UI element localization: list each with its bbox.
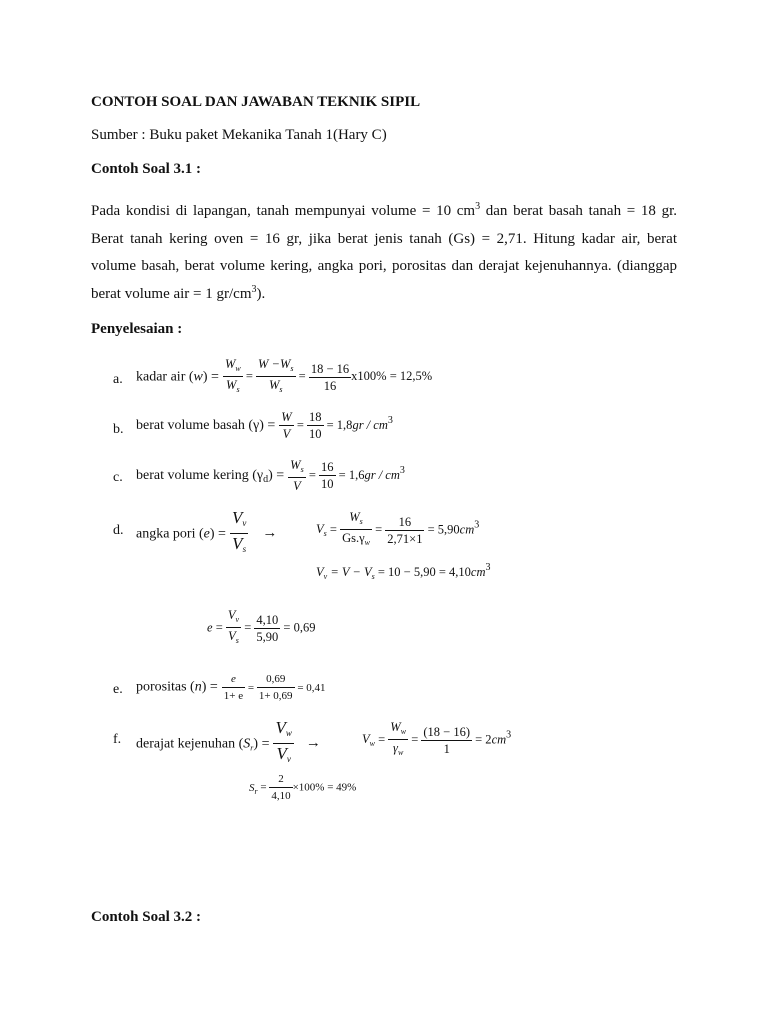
solution-heading: Penyelesaian :	[91, 321, 183, 337]
vs-equation: $V_s$ = $\frac{W_s}{Gs.\gamma_w}$ = $\frac{16}{2,71\times 1}$ = $5,90cm^3$	[316, 510, 480, 547]
vv-equation: $V_v = V - V_s = 10 - 5,90 = 4,10cm^3$	[316, 562, 491, 581]
item-b-equation: berat volume basah (γ) = $\frac{W}{V}$ = $\frac{18}{10}$ = $1,8gr / cm^3$	[136, 410, 393, 441]
source-line: Sumber : Buku paket Mekanika Tanah 1(Hary C)	[91, 127, 387, 143]
item-e-equation: porositas (n) = $\frac{e}{1+ e}$ = $\frac{0,69}{1+ 0,69}$ = 0,41	[136, 673, 326, 702]
arrow-icon: →	[305, 735, 321, 752]
item-a-equation: kadar air (w) = $\frac{W_w}{W_s}$ = $\frac{W -W_s}{W_s}$ = $\frac{18 - 16}{16}$ x100% = 12,5%	[136, 357, 433, 394]
example-1-heading: Contoh Soal 3.1 :	[91, 161, 202, 177]
problem-paragraph	[91, 198, 677, 308]
problem-text-3: ).	[256, 285, 266, 302]
item-e-marker: e.	[113, 682, 123, 697]
item-b-marker: b.	[113, 422, 124, 437]
problem-sup-2: 3	[251, 283, 257, 295]
sr-equation: $S_r$ = $\frac{2}{4,10}$ ×100% = 49%	[249, 773, 357, 802]
item-d-marker: d.	[113, 523, 124, 538]
item-d-equation: angka pori (e) = $\frac{V_v}{V_s}$ →	[136, 508, 278, 554]
item-a-marker: a.	[113, 372, 123, 387]
arrow-icon: →	[262, 525, 278, 542]
problem-text-2: dan berat basah tanah = 18 gr. Berat tanah kering oven = 16 gr, jika berat jenis tanah (Gs) = 2,71. Hitung kadar air, berat volume basah, berat volume kering, angka pori, porositas dan derajat kejenuhannya. (dianggap berat volume air = 1 gr/cm	[91, 203, 677, 302]
vw-equation: $V_w$ = $\frac{W_w}{\gamma_w}$ = $\frac{(18 - 16)}{1}$ = $2cm^3$	[362, 720, 512, 757]
problem-sup-1: 3	[475, 201, 481, 212]
problem-text-1: Pada kondisi di lapangan, tanah mempunyai volume = 10 cm	[91, 203, 476, 219]
item-c-marker: c.	[113, 470, 123, 485]
e-equation: e = $\frac{V_v}{V_s}$ = $\frac{4,10}{5,90}$ = 0,69	[207, 608, 316, 645]
item-c-equation: berat volume kering $(\gamma_d)$ = $\frac{W_s}{V}$ = $\frac{16}{10}$ = $1,6gr / cm^3$	[136, 458, 405, 493]
example-2-heading: Contoh Soal 3.2 :	[91, 909, 202, 925]
document-title: CONTOH SOAL DAN JAWABAN TEKNIK SIPIL	[91, 94, 421, 110]
item-f-equation: derajat kejenuhan $(S_r)$ = $\frac{V_w}{V_v}$ →	[136, 718, 321, 764]
item-f-marker: f.	[113, 732, 122, 747]
